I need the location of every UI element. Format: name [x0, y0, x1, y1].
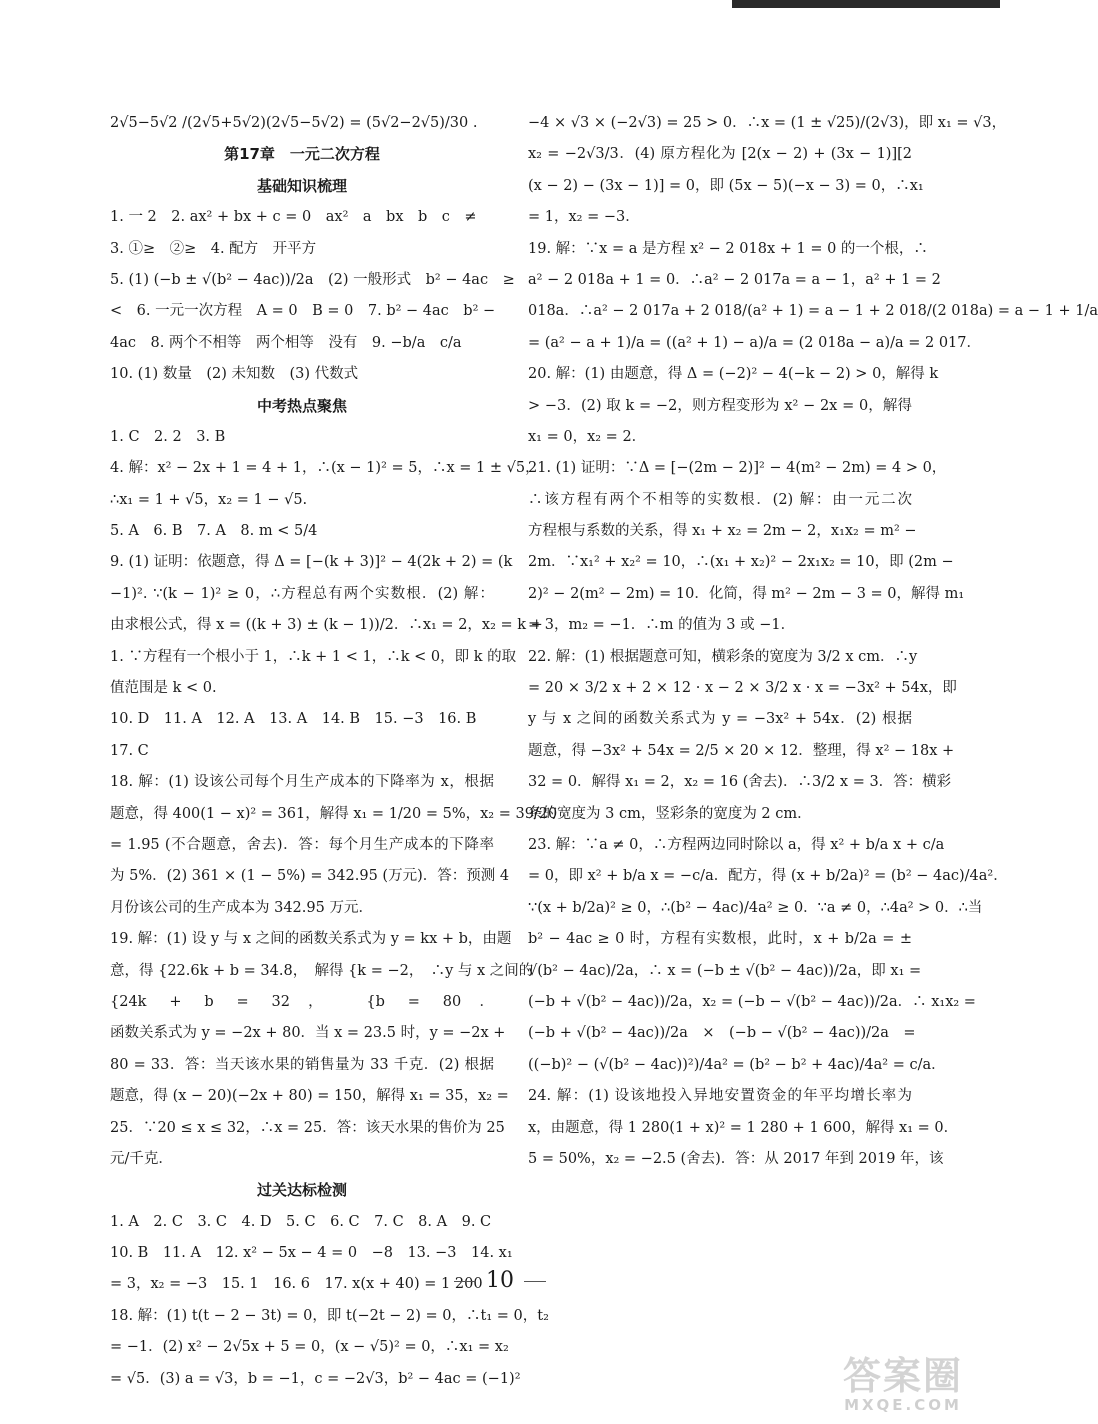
right-column: [528, 108, 1098, 1175]
answer-line: 意，得 {22.6k + b = 34.8， 解得 {k = −2， ∴y 与 x 之间的: [110, 962, 534, 979]
page-number-footer: [0, 1268, 1000, 1293]
answer-line: 1. C 2. 2 3. B: [110, 428, 226, 445]
answer-line: 1. A 2. C 3. C 4. D 5. C 6. C 7. C 8. A 9. C: [110, 1213, 492, 1230]
site-watermark: [820, 1356, 986, 1416]
answer-line: 由求根公式，得 x = ((k + 3) ± (k − 1))/2．∴x₁ = 2，x₂ = k +: [110, 617, 543, 634]
section-heading: 基础知识梳理: [256, 176, 347, 195]
answer-line: = √5．(3) a = √3，b = −1，c = −2√3，b² − 4ac = (−1)²: [110, 1370, 521, 1387]
answer-line: 17. C: [110, 742, 149, 759]
answer-line: 题意，得 (x − 20)(−2x + 80) = 150，解得 x₁ = 35，x₂ =: [110, 1088, 509, 1105]
answer-line: 9. (1) 证明：依题意，得 Δ = [−(k + 3)]² − 4(2k + 2) = (k: [110, 554, 513, 571]
answer-line: 10. (1) 数量 (2) 未知数 (3) 代数式: [110, 366, 359, 383]
answer-line: 10. B 11. A 12. x² − 5x − 4 = 0 −8 13. −3 14. x₁: [110, 1245, 513, 1262]
answer-line: = 1.95 (不合题意，舍去)．答：每个月生产成本的下降率: [110, 836, 494, 853]
answer-line: −1)². ∵(k − 1)² ≥ 0，∴方程总有两个实数根．(2) 解：: [110, 585, 494, 602]
answer-line: 018a．∴a² − 2 017a + 2 018/(a² + 1) = a − 1 + 2 018/(2 018a) = a − 1 + 1/a: [528, 303, 1098, 320]
answer-line: = −1．(2) x² − 2√5x + 5 = 0，(x − √5)² = 0，∴x₁ = x₂: [110, 1339, 509, 1356]
left-column: [110, 108, 558, 1395]
answer-line: (x − 2) − (3x − 1)] = 0，即 (5x − 5)(−x − 3) = 0，∴x₁: [528, 177, 924, 194]
answer-line: 25．∵20 ≤ x ≤ 32，∴x = 25．答：该天水果的售价为 25: [110, 1119, 505, 1136]
answer-line: 题意，得 400(1 − x)² = 361，解得 x₁ = 1/20 = 5%，x₂ = 39/20: [110, 805, 558, 822]
answer-line: a² − 2 018a + 1 = 0．∴a² − 2 017a = a − 1，a² + 1 = 2: [528, 271, 941, 288]
answer-line: 元/千克．: [110, 1150, 173, 1167]
answer-line: 5. A 6. B 7. A 8. m < 5/4: [110, 523, 318, 540]
answer-line: √(b² − 4ac)/2a，∴ x = (−b ± √(b² − 4ac))/2a，即 x₁ =: [528, 962, 922, 979]
answer-line: {24k + b = 32， {b = 80．: [110, 993, 494, 1010]
answer-line: 月份该公司的生产成本为 342.95 万元．: [110, 899, 373, 916]
answer-line: 23. 解：∵a ≠ 0，∴方程两边同时除以 a，得 x² + b/a x + c/a: [528, 836, 945, 853]
page-number: 10: [486, 1268, 514, 1293]
watermark-site-text: MXQE.COM: [844, 1396, 962, 1414]
answer-line: y 与 x 之间的函数关系式为 y = −3x² + 54x．(2) 根据: [528, 711, 912, 728]
answer-line: 值范围是 k < 0.: [110, 680, 217, 697]
answer-line: 2)² − 2(m² − 2m) = 10．化简，得 m² − 2m − 3 = 0，解得 m₁: [528, 585, 965, 602]
answer-line: 32 = 0．解得 x₁ = 2，x₂ = 16 (舍去)．∴3/2 x = 3．答：横彩: [528, 774, 952, 791]
section-heading: 中考热点聚焦: [256, 396, 347, 415]
answer-line: = 3，x₂ = −3 15. 1 16. 6 17. x(x + 40) = 1 200: [110, 1276, 483, 1293]
answer-line: 2m．∵x₁² + x₂² = 10，∴(x₁ + x₂)² − 2x₁x₂ = 10，即 (2m −: [528, 554, 954, 571]
answer-line: = 3，m₂ = −1．∴m 的值为 3 或 −1．: [528, 617, 796, 634]
answer-line: 21. (1) 证明：∵Δ = [−(2m − 2)]² − 4(m² − 2m) = 4 > 0，: [528, 460, 947, 477]
answer-line: x，由题意，得 1 280(1 + x)² = 1 280 + 1 600，解得 x₁ = 0．: [528, 1119, 959, 1136]
answer-line: 为 5%．(2) 361 × (1 − 5%) = 342.95 (万元)．答：预测 4: [110, 868, 510, 885]
answer-line: 题意，得 −3x² + 54x = 2/5 × 20 × 12．整理，得 x² − 18x +: [528, 742, 955, 759]
answer-line: 5. (1) (−b ± √(b² − 4ac))/2a (2) 一般形式 b² − 4ac ≥: [110, 271, 515, 288]
answer-line: (−b + √(b² − 4ac))/2a，x₂ = (−b − √(b² − 4ac))/2a．∴ x₁x₂ =: [528, 993, 976, 1010]
answer-line: = 20 × 3/2 x + 2 × 12 · x − 2 × 3/2 x · x = −3x² + 54x，即: [528, 680, 957, 697]
answer-line: 20. 解：(1) 由题意，得 Δ = (−2)² − 4(−k − 2) > 0，解得 k: [528, 366, 939, 383]
answer-line: 24. 解：(1) 设该地投入异地安置资金的年平均增长率为: [528, 1088, 912, 1105]
footer-dash-right: [524, 1281, 546, 1282]
answer-line: (−b + √(b² − 4ac))/2a × (−b − √(b² − 4ac))/2a =: [528, 1025, 916, 1042]
answer-line: 80 = 33．答：当天该水果的销售量为 33 千克．(2) 根据: [110, 1056, 494, 1073]
answer-line: = 1，x₂ = −3．: [528, 209, 640, 226]
answer-line: x₁ = 0，x₂ = 2．: [528, 428, 647, 445]
answer-line: = (a² − a + 1)/a = ((a² + 1) − a)/a = (2 018a − a)/a = 2 017．: [528, 334, 982, 351]
answer-line: 4ac 8. 两个不相等 两个相等 没有 9. −b/a c/a: [110, 334, 462, 351]
answer-line: ∴该方程有两个不相等的实数根．(2) 解：由一元二次: [528, 491, 912, 508]
answer-line: 22. 解：(1) 根据题意可知，横彩条的宽度为 3/2 x cm．∴y: [528, 648, 918, 665]
answer-line: 1. 一 2 2. ax² + bx + c = 0 ax² a bx b c ≠: [110, 209, 477, 226]
answer-line: −4 × √3 × (−2√3) = 25 > 0．∴x = (1 ± √25)/(2√3)，即 x₁ = √3，: [528, 115, 1007, 131]
answer-line: 4. 解：x² − 2x + 1 = 4 + 1，∴(x − 1)² = 5，∴x = 1 ± √5，: [110, 460, 540, 477]
answer-line: ((−b)² − (√(b² − 4ac))²)/4a² = (b² − b² + 4ac)/4a² = c/a．: [528, 1056, 946, 1073]
answer-line: 条的宽度为 3 cm，竖彩条的宽度为 2 cm．: [528, 805, 812, 822]
answer-line: 18. 解：(1) t(t − 2 − 3t) = 0，即 t(−2t − 2) = 0，∴t₁ = 0，t₂: [110, 1307, 549, 1324]
section-heading: 过关达标检测: [256, 1181, 347, 1200]
watermark-logo-text: 答案圈: [842, 1354, 963, 1398]
answer-line: 2√5−5√2 /(2√5+5√2)(2√5−5√2) = (5√2−2√5)/30 .: [110, 115, 478, 131]
answer-line: < 6. 一元一次方程 A = 0 B = 0 7. b² − 4ac b² −: [110, 303, 496, 320]
answer-line: 19. 解：∵x = a 是方程 x² − 2 018x + 1 = 0 的一个根，∴: [528, 240, 928, 257]
answer-line: = 0，即 x² + b/a x = −c/a．配方，得 (x + b/2a)² = (b² − 4ac)/4a²．: [528, 868, 1008, 885]
answer-line: 10. D 11. A 12. A 13. A 14. B 15. −3 16. B: [110, 711, 477, 728]
answer-line: 函数关系式为 y = −2x + 80．当 x = 23.5 时，y = −2x +: [110, 1025, 506, 1042]
answer-line: 18. 解：(1) 设该公司每个月生产成本的下降率为 x，根据: [110, 774, 494, 791]
answer-line: > −3．(2) 取 k = −2，则方程变形为 x² − 2x = 0，解得: [528, 397, 912, 414]
answer-line: ∵(x + b/2a)² ≥ 0，∴(b² − 4ac)/4a² ≥ 0．∵a ≠ 0，∴4a² > 0．∴当: [528, 899, 983, 916]
answer-line: 19. 解：(1) 设 y 与 x 之间的函数关系式为 y = kx + b，由题: [110, 931, 512, 948]
answer-line: 3. ①≥ ②≥ 4. 配方 开平方: [110, 240, 317, 257]
footer-dash-left: [454, 1281, 476, 1282]
answer-line: x₂ = −2√3/3．(4) 原方程化为 [2(x − 2) + (3x − 1)][2: [528, 146, 912, 163]
answer-line: 1. ∵方程有一个根小于 1，∴k + 1 < 1，∴k < 0，即 k 的取: [110, 648, 517, 665]
answer-line: b² − 4ac ≥ 0 时，方程有实数根，此时，x + b/2a = ±: [528, 931, 912, 948]
answer-line: 5 = 50%，x₂ = −2.5 (舍去)．答：从 2017 年到 2019 年，该: [528, 1150, 944, 1167]
section-heading: 第17章 一元二次方程: [224, 145, 380, 164]
answer-line: ∴x₁ = 1 + √5，x₂ = 1 − √5.: [110, 491, 308, 508]
top-edge-bar: [732, 0, 1000, 8]
answer-line: 方程根与系数的关系，得 x₁ + x₂ = 2m − 2，x₁x₂ = m² −: [528, 523, 917, 540]
